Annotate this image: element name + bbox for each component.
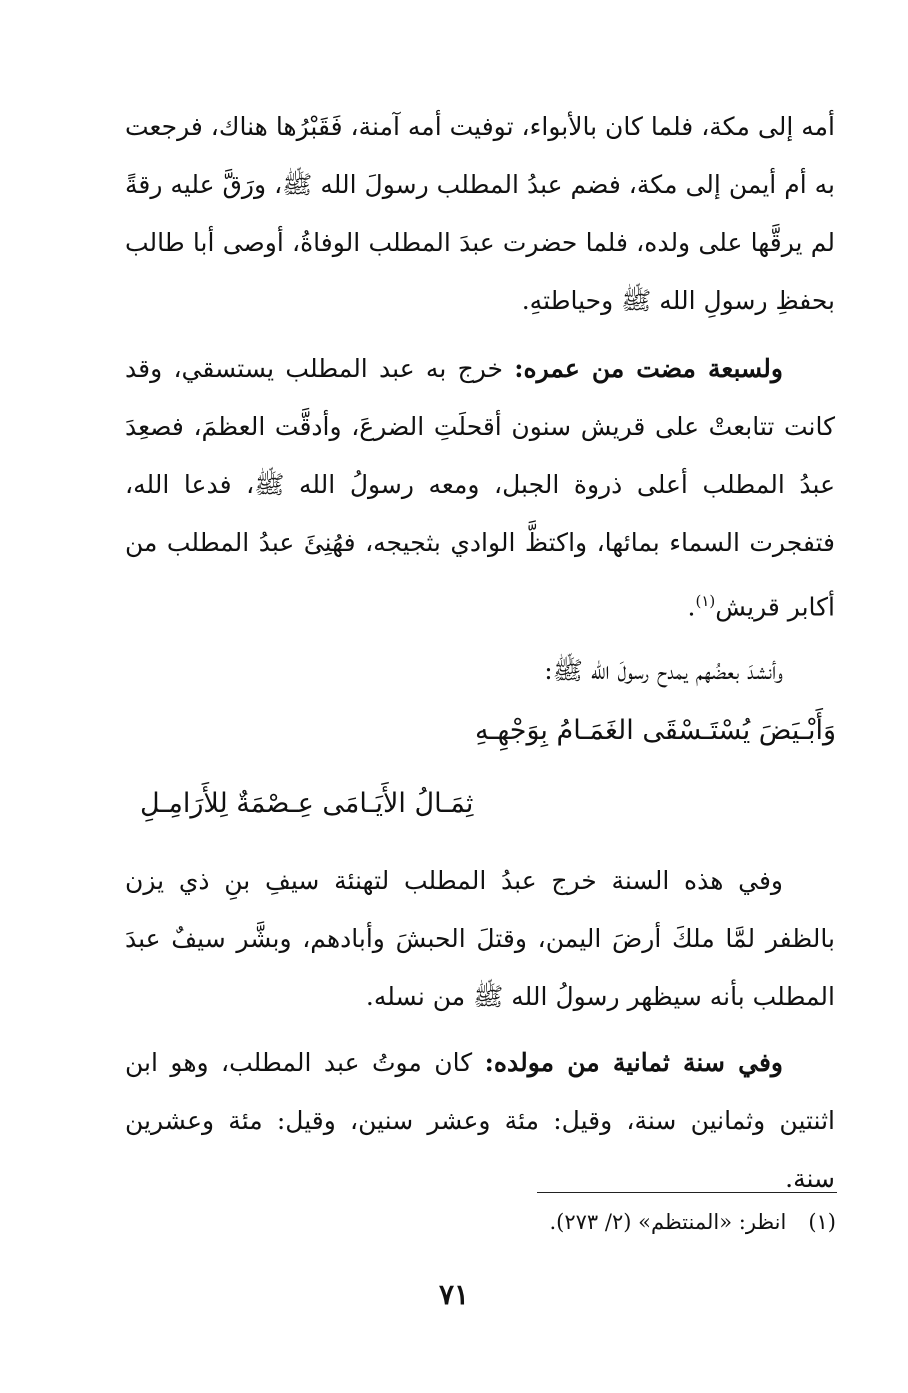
paragraph-2-lead: ولسبعة مضت من عمره: — [514, 354, 783, 383]
paragraph-3 — [125, 642, 835, 700]
footnote-divider — [537, 1192, 837, 1193]
page-number: ٧١ — [438, 1278, 470, 1311]
paragraph-2-text: خرج به عبد المطلب يستسقي، وقد كانت تتابعتْ على قريش سنون أقحلَتِ الضرعَ، وأدقَّت العظمَ، فصعِدَ عبدُ المطلب أعلى ذروة الجبل، ومعه رسولُ الله ﷺ، فدعا الله، فتفجرت السماء بمائها، واكتظَّ الوادي بثجيجه، فهُنِئَ عبدُ المطلب من أكابر قريش — [125, 354, 835, 622]
paragraph-2 — [125, 340, 835, 636]
verse-line-2: ثِمَـالُ الأَيَـامَى عِـصْمَةٌ لِلأَرَامِـلِ — [140, 788, 474, 819]
footnote — [549, 1210, 836, 1234]
paragraph-4-text: وفي هذه السنة خرج عبدُ المطلب لتهنئة سيفِ بنِ ذي يزن بالظفر لمَّا ملكَ أرضَ اليمن، وقتلَ الحبشَ وأبادهم، وبشَّر سيفٌ عبدَ المطلب بأنه سيظهر رسولُ الله ﷺ من نسله. — [125, 866, 835, 1011]
footnote-text: انظر: «المنتظم» (٢/ ٢٧٣). — [549, 1210, 787, 1234]
body-text-top — [125, 98, 835, 700]
paragraph-4 — [125, 852, 835, 1026]
paragraph-2-end: . — [687, 592, 696, 622]
body-text-bottom — [125, 852, 835, 1208]
paragraph-1 — [125, 98, 835, 330]
paragraph-5-text: كان موتُ عبد المطلب، وهو ابن اثنتين وثمانين سنة، وقيل: مئة وعشر سنين، وقيل: مئة وعشرين سنة. — [125, 1048, 835, 1193]
paragraph-1-text: أمه إلى مكة، فلما كان بالأبواء، توفيت أمه آمنة، فَقَبْرُها هناك، فرجعت به أم أيمن إلى مكة، فضم عبدُ المطلب رسولَ الله ﷺ، ورَقَّ عليه رقةً لم يرقَّها على ولده، فلما حضرت عبدَ المطلب الوفاةُ، أوصى أبا طالب بحفظِ رسولِ الله ﷺ وحياطتهِ. — [125, 112, 835, 315]
paragraph-5 — [125, 1034, 835, 1208]
paragraph-5-lead: وفي سنة ثمانية من مولده: — [484, 1048, 783, 1077]
verse-line-1: وَأَبْـيَضَ يُسْتَـسْقَى الغَمَـامُ بِوَجْهِـهِ — [474, 715, 836, 746]
footnote-marker: (١) — [695, 592, 716, 610]
footnote-number: (١) — [808, 1210, 836, 1234]
paragraph-3-text: وأنشدَ بعضُهم يمدح رسولَ الله ﷺ: — [544, 656, 783, 686]
